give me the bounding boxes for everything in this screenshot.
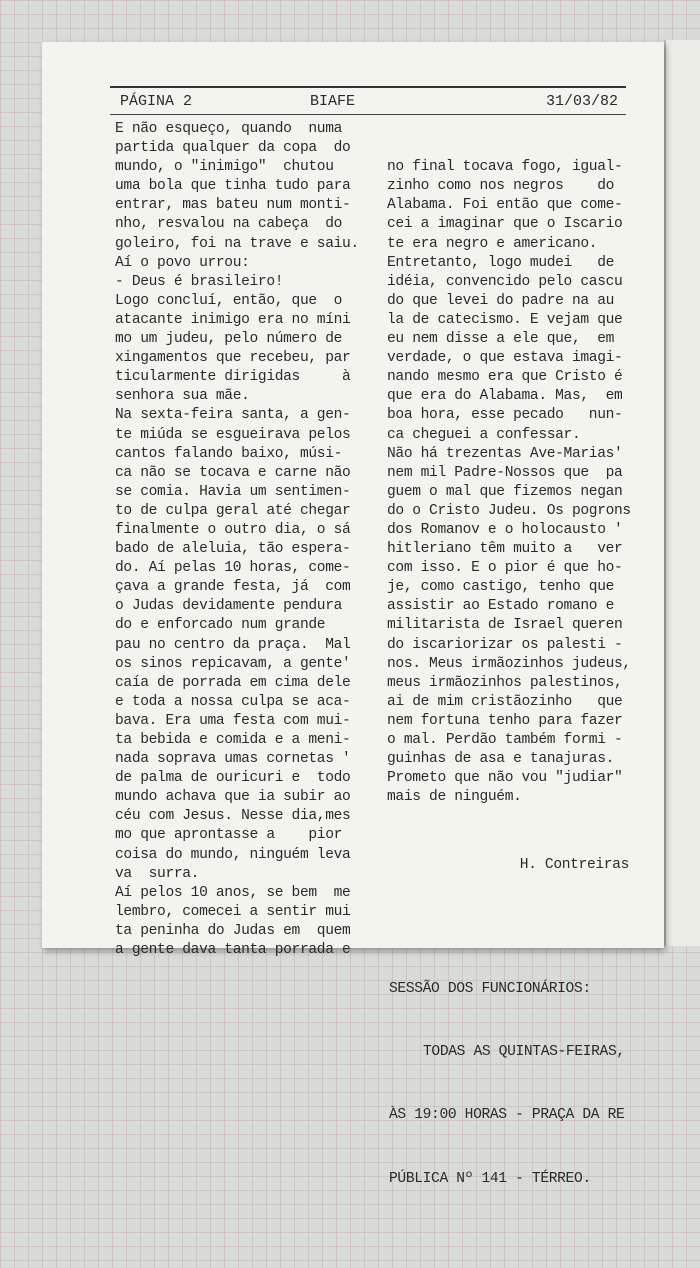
text-line: Aí o povo urrou: (115, 254, 250, 271)
text-line: os sinos repicavam, a gente' (115, 655, 351, 672)
page-header (110, 86, 626, 115)
text-line: que era do Alabama. Mas, em (387, 388, 623, 405)
notice-line: PÚBLICA Nº 141 - TÉRREO. (389, 1170, 591, 1187)
text-line: te era negro e americano. (387, 235, 598, 252)
text-line: zinho como nos negros do (387, 178, 615, 195)
text-line: je, como castigo, tenho que (387, 579, 615, 596)
text-line: mo um judeu, pelo número de (115, 331, 343, 348)
text-line: Não há trezentas Ave-Marias' (387, 445, 623, 462)
text-line: ta bebida e comida e a meni- (115, 732, 351, 748)
text-line: mo que aprontasse a pior (115, 827, 343, 844)
text-line: nos. Meus irmãozinhos judeus, (387, 655, 631, 672)
text-line: com isso. E o pior é que ho- (387, 560, 623, 577)
text-line: - Deus é brasileiro! (115, 273, 284, 290)
text-line: mundo achava que ia subir ao (115, 789, 351, 806)
text-line: ca cheguei a confessar. (387, 426, 581, 443)
text-line: cantos falando baixo, músi- (115, 445, 343, 462)
text-line: dos Romanov e o holocausto ' (387, 521, 623, 538)
text-line: caía de porrada em cima dele (115, 674, 351, 691)
text-line: do. Aí pelas 10 horas, come- (115, 560, 351, 577)
text-line: uma bola que tinha tudo para (115, 178, 351, 195)
text-line: Logo concluí, então, que o (115, 292, 343, 309)
issue-date: 31/03/82 (545, 93, 618, 110)
text-line: ca não se tocava e carne não (115, 464, 351, 481)
notice-line: TODAS AS QUINTAS-FEIRAS, (423, 1044, 625, 1061)
text-line: nando mesmo era que Cristo é (387, 369, 623, 386)
text-line: do o Cristo Judeu. Os pogrons (387, 502, 631, 519)
next-sheet-edge (664, 40, 700, 946)
text-line: coisa do mundo, ninguém leva (115, 846, 351, 863)
text-line: ai de mim cristãozinho que (387, 693, 623, 710)
text-line: mundo, o "inimigo" chutou (115, 159, 334, 176)
text-line: cei a imaginar que o Iscario (387, 216, 623, 233)
text-line: do iscariorizar os palesti - (387, 636, 623, 653)
text-line: de palma de ouricuri e todo (115, 770, 351, 787)
text-line: nho, resvalou na cabeça do (115, 216, 343, 233)
left-column (115, 120, 383, 960)
text-line: la de catecismo. E vejam que (387, 311, 623, 328)
text-line: no final tocava fogo, igual- (387, 159, 623, 176)
text-line: nem mil Padre-Nossos que pa (387, 464, 623, 481)
text-line: atacante inimigo era no míni (115, 311, 351, 328)
text-line: o Judas devidamente pendura (115, 598, 343, 615)
text-line: finalmente o outro dia, o sá (115, 521, 351, 538)
text-line: goleiro, foi na trave e saiu. (115, 235, 359, 252)
right-column-text (387, 158, 637, 807)
text-line: to de culpa geral até chegar (115, 502, 351, 519)
text-line: E não esqueço, quando numa (115, 121, 343, 137)
text-line: o mal. Perdão também formi - (387, 732, 623, 748)
text-line: idéia, convencido pelo cascu (387, 273, 623, 290)
text-line: Alabama. Foi então que come- (387, 197, 623, 214)
text-line: ticularmente dirigidas à (115, 369, 351, 386)
text-line: partida qualquer da copa do (115, 140, 351, 157)
text-line: do e enforcado num grande (115, 617, 326, 634)
text-line: te miúda se esgueirava pelos (115, 426, 351, 443)
text-line: hitleriano têm muito a ver (387, 541, 623, 558)
document-page (42, 42, 664, 1187)
author-signature: H. Contreiras (519, 856, 629, 873)
text-line: Entretanto, logo mudei de (387, 254, 615, 271)
text-line: do que levei do padre na au (387, 292, 615, 309)
text-line: bava. Era uma festa com mui- (115, 712, 351, 729)
text-line: çava a grande festa, já com (115, 579, 351, 596)
meeting-notice (387, 939, 637, 1230)
text-line: bado de aleluia, tão espera- (115, 541, 351, 558)
text-line: Na sexta-feira santa, a gen- (115, 407, 351, 424)
text-line: senhora sua mãe. (115, 388, 250, 405)
page-number: PÁGINA 2 (120, 93, 193, 110)
text-line: ta peninha do Judas em quem (115, 922, 351, 939)
text-line: va surra. (115, 865, 200, 882)
text-line: pau no centro da praça. Mal (115, 636, 351, 653)
text-line: mais de ninguém. (387, 789, 522, 806)
text-line: a gente dava tanta porrada e (115, 942, 351, 959)
publication-title: BIAFE (310, 93, 356, 110)
text-line: lembro, comecei a sentir mui (115, 903, 351, 920)
text-line: guem o mal que fizemos negan (387, 483, 623, 500)
notice-title: SESSÃO DOS FUNCIONÁRIOS: (389, 981, 591, 998)
text-line: meus irmãozinhos palestinos, (387, 674, 623, 691)
right-column (387, 120, 637, 1268)
text-line: nada soprava umas cornetas ' (115, 751, 351, 768)
text-line: e toda a nossa culpa se aca- (115, 693, 351, 710)
text-line: militarista de Israel queren (387, 617, 623, 634)
text-line: eu nem disse a ele que, em (387, 331, 615, 348)
text-line: Prometo que não vou "judiar" (387, 770, 623, 787)
text-line: verdade, o que estava imagi- (387, 350, 623, 367)
text-line: entrar, mas bateu num monti- (115, 197, 351, 214)
text-line: Aí pelos 10 anos, se bem me (115, 884, 351, 901)
text-line: xingamentos que recebeu, par (115, 350, 351, 367)
text-line: boa hora, esse pecado nun- (387, 407, 623, 424)
text-line: nem fortuna tenho para fazer (387, 712, 623, 729)
text-line: guinhas de asa e tanajuras. (387, 751, 615, 768)
notice-line: ÀS 19:00 HORAS - PRAÇA DA RE (389, 1107, 625, 1124)
text-line: céu com Jesus. Nesse dia,mes (115, 808, 351, 825)
text-line: se comia. Havia um sentimen- (115, 483, 351, 500)
text-line: assistir ao Estado romano e (387, 598, 615, 615)
